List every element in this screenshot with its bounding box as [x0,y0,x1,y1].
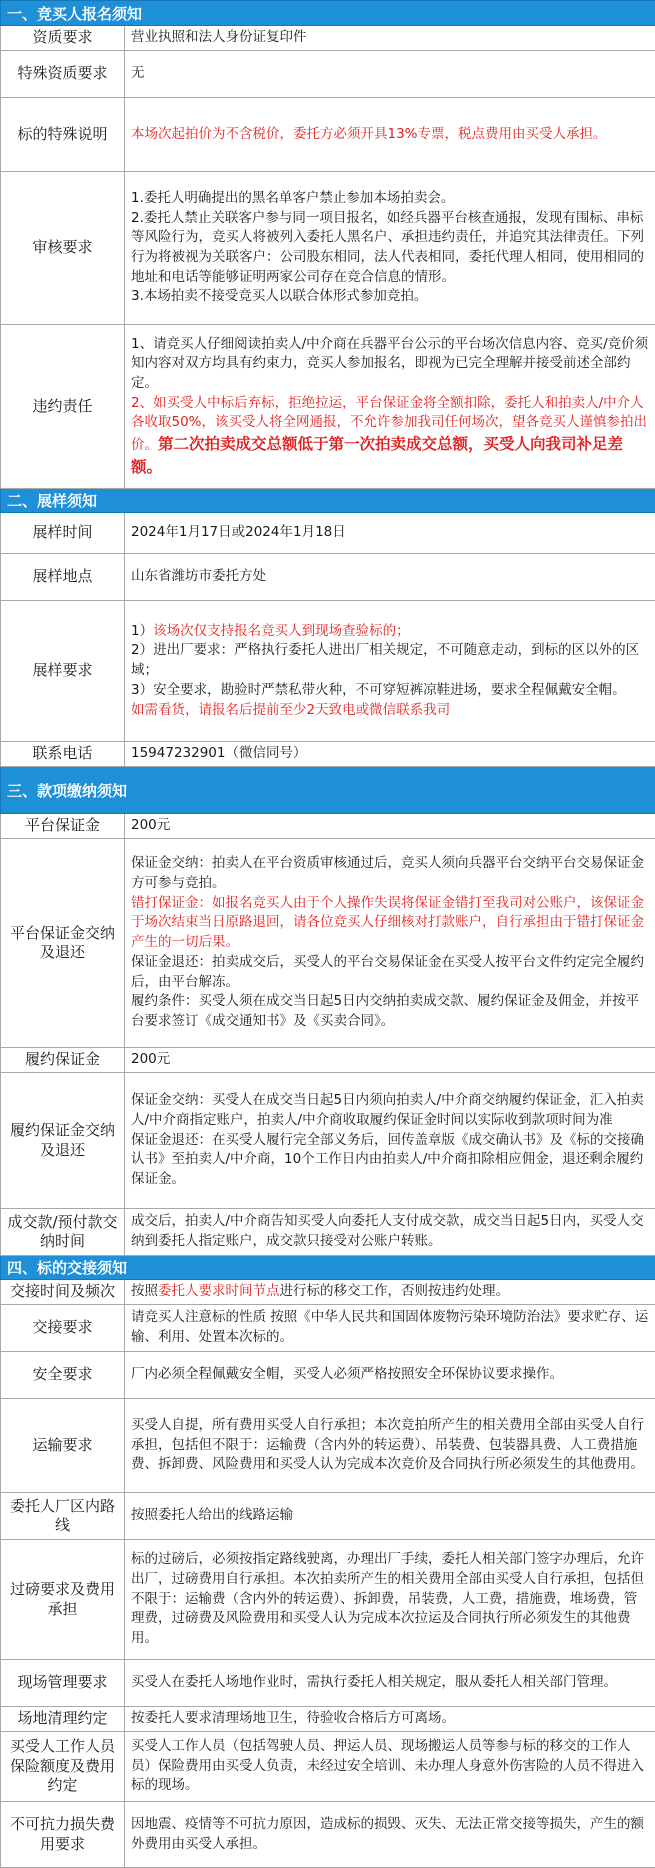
value-contact-phone [125,742,655,767]
row-safety-requirements [1,1352,655,1399]
text-line [131,1365,649,1385]
row-contact-phone [1,742,655,767]
text-line [131,1131,649,1190]
row-qualification [1,26,655,51]
label-platform-deposit-payment-refund: 平台保证金交纳及退还 [1,839,125,1048]
text-line [131,335,649,394]
value-weighing-cost [125,1540,655,1660]
text-segment: 履约条件：买受人须在成交当日起5日内交纳拍卖成交款、履约保证金及佣金，并按平台要求签订《成交通知书》及《买卖合同》。 [131,993,639,1029]
row-platform-deposit-payment-refund [1,839,655,1048]
text-segment: 该场次仅支持报名竞买人到现场查验标的； [153,623,410,639]
text-segment: 2024年1月17日或2024年1月18日 [131,524,346,540]
text-segment: 错打保证金：如报名竞买人由于个人操作失误将保证金错打至我司对公账户，该保证金于场次结束当日原路退回，请各位竞买人仔细核对打款账户，自行承担由于错打保证金产生的一切后果。 [131,895,644,950]
text-line [131,1050,649,1070]
value-payment-time [125,1209,655,1256]
text-segment: 如需看货，请报名后提前至少2天致电或微信联系我司 [131,702,450,718]
text-segment: 标的过磅后，必须按指定路线驶离，办理出厂手续，委托人相关部门签字办理后，允许出厂，过磅费用自行承担。本次拍卖所产生的相关费用全部由买受人自行承担，包括但不限于：运输费（含内外的转运费）、拆卸费，吊装费，人工费，措施费，堆场费，管理费，过磅费及风险费用和买受人认为完成本次拉运及合同执行所必须发生的其他费用。 [131,1551,644,1646]
text-segment: 按委托人要求清理场地卫生，待验收合格后方可离场。 [131,1710,455,1726]
value-breach-liability [125,325,655,489]
row-performance-deposit-payment-refund [1,1073,655,1209]
row-worker-insurance [1,1732,655,1802]
text-segment: 2、如买受人中标后弃标，拒绝拉运，平台保证金将全额扣除，委托人和拍卖人/中介人各收取50%，该买受人将全网通报，不允许参加我司任何场次，望各竞买人谨慎参拍出价。 [131,395,647,453]
section-header-payment [1,767,655,814]
row-viewing-time [1,513,655,554]
section-header-sample-viewing [1,489,655,513]
value-safety-requirements [125,1352,655,1399]
label-special-qualification: 特殊资质要求 [1,51,125,98]
text-segment: 进行标的移交工作，否则按违约处理。 [280,1283,510,1299]
value-force-majeure [125,1802,655,1868]
text-line [131,287,649,307]
value-platform-deposit [125,814,655,839]
value-factory-route [125,1493,655,1540]
text-segment: 买受人在委托人场地作业时，需执行委托人相关规定，服从委托人相关部门管理。 [131,1674,617,1690]
text-line [131,125,649,145]
text-segment: 1.委托人明确提出的黑名单客户禁止参加本场拍卖会。 [131,190,454,206]
row-platform-deposit [1,814,655,839]
label-payment-time: 成交款/预付款交纳时间 [1,1209,125,1256]
text-line [131,1673,649,1693]
label-viewing-requirements: 展样要求 [1,601,125,742]
value-handover-time [125,1280,655,1305]
text-line [131,64,649,84]
text-line [131,744,649,764]
text-line [131,523,649,543]
text-line [131,1550,649,1649]
text-segment: 保证金退还：拍卖成交后，买受人的平台交易保证金在买受人按平台文件约定完全履约后，由平台解冻。 [131,954,644,990]
text-segment: 保证金退还：在买受人履行完全部义务后，回传盖章版《成交确认书》及《标的交接确认书》至拍卖人/中介商，10个工作日内由拍卖人/中介商扣除相应佣金，退还剩余履约保证金。 [131,1132,644,1187]
value-handover-requirements [125,1305,655,1352]
value-special-notes [125,98,655,172]
label-safety-requirements: 安全要求 [1,1352,125,1399]
value-review-requirements [125,172,655,325]
row-performance-deposit [1,1048,655,1073]
row-handover-time [1,1280,655,1305]
text-segment: 按照委托人给出的线路运输 [131,1507,293,1523]
text-segment: 营业执照和法人身份证复印件 [131,29,307,45]
text-line [131,28,649,48]
label-factory-route: 委托人厂区内路线 [1,1493,125,1540]
value-site-cleanup [125,1707,655,1732]
row-force-majeure [1,1802,655,1868]
text-segment: 第二次拍卖成交总额低于第一次拍卖成交总额，买受人向我司补足差额。 [131,434,623,476]
value-viewing-requirements [125,601,655,742]
label-breach-liability: 违约责任 [1,325,125,489]
value-site-management [125,1660,655,1707]
section-header-handover [1,1256,655,1280]
label-worker-insurance: 买受人工作人员保险额度及费用约定 [1,1732,125,1802]
row-special-qualification [1,51,655,98]
text-segment: 保证金交纳：买受人在成交当日起5日内须向拍卖人/中介商交纳履约保证金，汇入拍卖人/中介商指定账户，拍卖人/中介商收取履约保证金时间以实际收到款项时间为准 [131,1092,644,1128]
row-review-requirements [1,172,655,325]
text-segment: 按照 [131,1283,158,1299]
text-line [131,1308,649,1347]
label-viewing-time: 展样时间 [1,513,125,554]
text-line [131,394,649,479]
label-performance-deposit: 履约保证金 [1,1048,125,1073]
text-segment: 买受人工作人员（包括驾驶人员、押运人员、现场搬运人员等参与标的移交的工作人员）保险费用由买受人负责，未经过安全培训、未办理人身意外伤害险的人员不得进入标的现场。 [131,1738,644,1793]
value-viewing-time [125,513,655,554]
text-line [131,1212,649,1251]
label-performance-deposit-payment-refund: 履约保证金交纳及退还 [1,1073,125,1209]
text-line [131,953,649,992]
row-site-management [1,1660,655,1707]
label-handover-time: 交接时间及频次 [1,1280,125,1305]
text-segment: 请竞买人注意标的性质 按照《中华人民共和国固体废物污染环境防治法》要求贮存、运输、利用、处置本次标的。 [131,1309,648,1345]
value-viewing-location [125,554,655,601]
text-segment: 2）进出厂要求：严格执行委托人进出厂相关规定，不可随意走动，到标的区以外的区域； [131,642,639,678]
text-line [131,1709,649,1729]
section-header-bidder-registration [1,1,655,26]
label-special-notes: 标的特殊说明 [1,98,125,172]
text-line [131,641,649,680]
text-segment: 本场次起拍价为不含税价，委托方必须开具13%专票，税点费用由买受人承担。 [131,126,607,142]
text-segment: 无 [131,65,145,81]
value-transport-requirements [125,1399,655,1493]
text-segment: 200元 [131,817,170,833]
text-line [131,1416,649,1475]
section-title: 三、款项缴纳须知 [1,767,655,814]
text-segment: 买受人自提，所有费用买受人自行承担；本次竞拍所产生的相关费用全部由买受人自行承担，包括但不限于：运输费（含内外的转运费）、吊装费、包装器具费、人工费措施费、拆卸费、风险费用和买受人认为完成本次竞价及合同执行所必须发生的其他费用。 [131,1417,644,1472]
text-segment: 保证金交纳：拍卖人在平台资质审核通过后，竞买人须向兵器平台交纳平台交易保证金方可参与竞拍。 [131,855,644,891]
row-payment-time [1,1209,655,1256]
text-segment: 3）安全要求，勘验时严禁私带火种，不可穿短裤凉鞋进场，要求全程佩戴安全帽。 [131,682,626,698]
row-site-cleanup [1,1707,655,1732]
value-special-qualification [125,51,655,98]
text-segment: 3.本场拍卖不接受竞买人以联合体形式参加竞拍。 [131,288,427,304]
text-line [131,1815,649,1854]
text-segment: 厂内必须全程佩戴安全帽，买受人必须严格按照安全环保协议要求操作。 [131,1366,563,1382]
label-transport-requirements: 运输要求 [1,1399,125,1493]
text-segment: 15947232901（微信同号） [131,745,306,761]
row-special-notes [1,98,655,172]
label-qualification: 资质要求 [1,26,125,51]
label-platform-deposit: 平台保证金 [1,814,125,839]
row-factory-route [1,1493,655,1540]
text-line [131,894,649,953]
row-viewing-requirements [1,601,655,742]
value-performance-deposit-payment-refund [125,1073,655,1209]
text-segment: 1、请竞买人仔细阅读拍卖人/中介商在兵器平台公示的平台场次信息内容、竞买/竞价须知内容对双方均具有约束力，竞买人参加报名，即视为已完全理解并接受前述全部约定。 [131,336,648,391]
text-line [131,992,649,1031]
text-line [131,681,649,701]
text-segment: 2.委托人禁止关联客户参与同一项目报名，如经兵器平台核查通报，发现有围标、串标等风险行为，竞买人将被列入委托人黑名户、承担违约责任，并追究其法律责任。下列行为将被视为关联客户：公司股东相同，法人代表相同，委托代理人相同，使用相同的地址和电话等能够证明两家公司存在竞合信息的情形。 [131,210,644,285]
value-qualification [125,26,655,51]
text-line [131,816,649,836]
text-line [131,189,649,209]
row-weighing-cost [1,1540,655,1660]
label-handover-requirements: 交接要求 [1,1305,125,1352]
value-platform-deposit-payment-refund [125,839,655,1048]
text-line [131,1282,649,1302]
label-site-management: 现场管理要求 [1,1660,125,1707]
text-line [131,701,649,721]
text-line [131,1506,649,1526]
section-title: 一、竞买人报名须知 [1,1,655,26]
text-line [131,209,649,288]
text-segment: 成交后，拍卖人/中介商告知买受人向委托人支付成交款，成交当日起5日内，买受人交纳到委托人指定账户，成交款只接受对公账户转账。 [131,1213,644,1249]
text-line [131,1091,649,1130]
label-review-requirements: 审核要求 [1,172,125,325]
text-segment: 1） [131,623,153,639]
label-site-cleanup: 场地清理约定 [1,1707,125,1732]
label-force-majeure: 不可抗力损失费用要求 [1,1802,125,1868]
text-line [131,854,649,893]
section-title: 四、标的交接须知 [1,1256,655,1280]
value-performance-deposit [125,1048,655,1073]
text-line [131,567,649,587]
text-line [131,1737,649,1796]
text-segment: 山东省潍坊市委托方处 [131,568,266,584]
row-breach-liability [1,325,655,489]
label-weighing-cost: 过磅要求及费用承担 [1,1540,125,1660]
row-viewing-location [1,554,655,601]
text-segment: 因地震、疫情等不可抗力原因，造成标的损毁、灭失、无法正常交接等损失，产生的额外费用由买受人承担。 [131,1816,644,1852]
row-transport-requirements [1,1399,655,1493]
text-segment: 委托人要求时间节点 [158,1283,280,1299]
text-segment: 200元 [131,1051,170,1067]
label-contact-phone: 联系电话 [1,742,125,767]
row-handover-requirements [1,1305,655,1352]
section-title: 二、展样须知 [1,489,655,513]
text-line [131,622,649,642]
label-viewing-location: 展样地点 [1,554,125,601]
value-worker-insurance [125,1732,655,1802]
